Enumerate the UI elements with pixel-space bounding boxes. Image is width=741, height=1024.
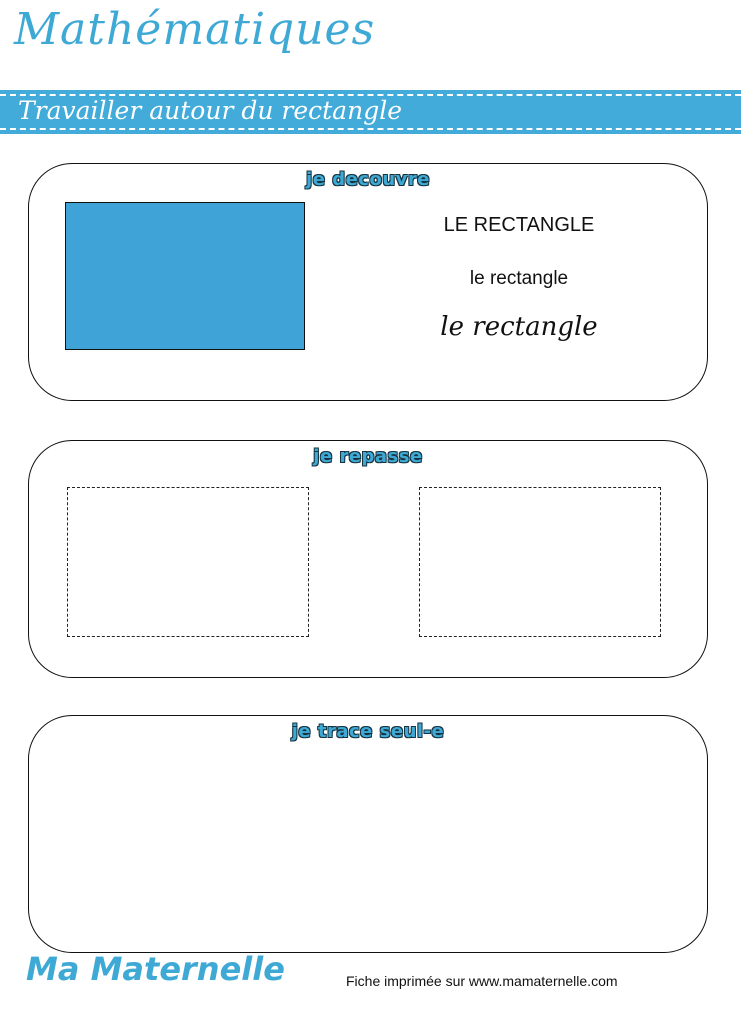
section-discover-title: je decouvre xyxy=(306,169,430,190)
word-lowercase: le rectangle xyxy=(469,268,569,289)
page-title: Mathématiques xyxy=(14,4,376,55)
footer-printed-on: Fiche imprimée sur www.mamaternelle.com xyxy=(346,973,618,989)
dashed-rectangle-right xyxy=(419,487,661,637)
blue-rectangle-example xyxy=(65,202,305,350)
site-logo: Ma Maternelle xyxy=(26,950,285,988)
word-cursive: le rectangle xyxy=(440,312,598,342)
page-subtitle: Travailler autour du rectangle xyxy=(18,96,402,125)
section-trace-alone xyxy=(28,715,708,953)
section-trace-alone-title: je trace seul-e xyxy=(291,721,445,742)
dashed-rectangle-left xyxy=(67,487,309,637)
section-discover xyxy=(28,163,708,401)
section-trace-over-title: je repasse xyxy=(313,446,423,467)
section-trace-over xyxy=(28,440,708,678)
subtitle-banner xyxy=(0,90,741,134)
word-uppercase: LE RECTANGLE xyxy=(443,214,595,236)
